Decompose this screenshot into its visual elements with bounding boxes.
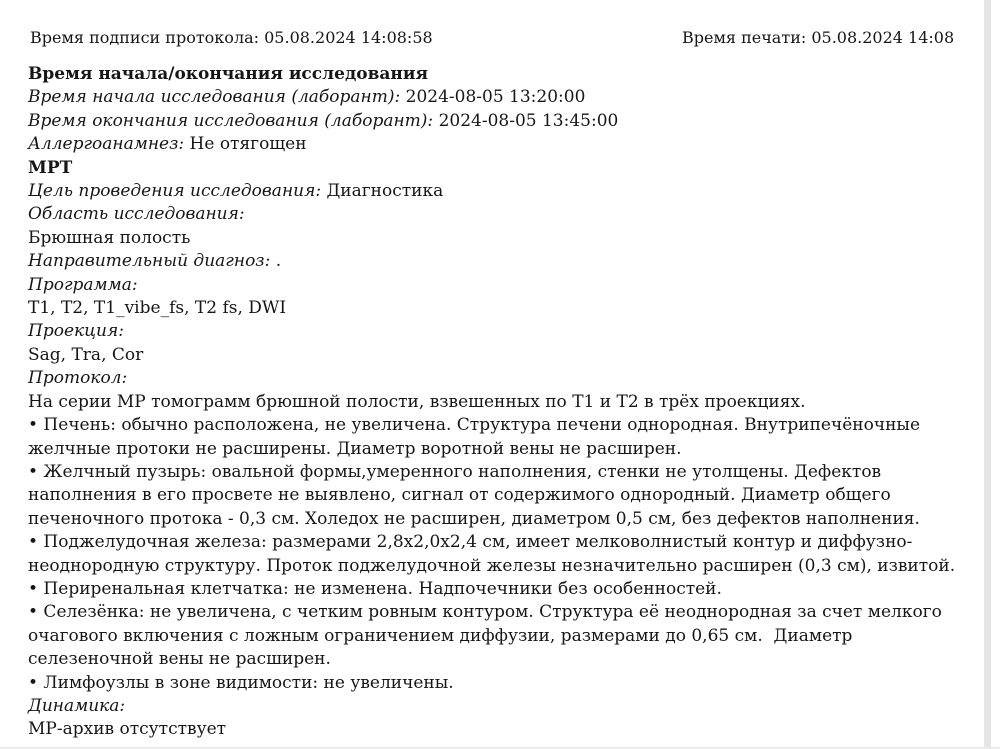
finding-perirenal: • Периренальная клетчатка: не изменена. Надпочечники без особенностей. [28, 578, 722, 599]
referral-diagnosis-line [28, 250, 962, 273]
protocol-intro: На серии МР томограмм брюшной полости, взвешенных по Т1 и Т2 в трёх проекциях. [28, 391, 806, 412]
study-start-label: Время начала исследования (лаборант): [28, 87, 406, 108]
purpose-label: Цель проведения исследования: [28, 181, 327, 202]
finding-pancreas: • Поджелудочная железа: размерами 2,8х2,0х2,4 см, имеет мелковолнистый контур и диффузно-неоднородную структуру. Проток поджелудочной железы незначительно расширен (0,3 см), извитой. [28, 532, 956, 576]
report-header [30, 28, 980, 47]
allergy-label: Аллергоанамнез: [28, 134, 190, 155]
print-time-label: Время печати: [682, 28, 812, 47]
protocol-sign-time [30, 28, 433, 47]
projection-value: Sag, Tra, Cor [28, 344, 144, 365]
projection-label: Проекция: [28, 321, 124, 342]
finding-liver: • Печень: обычно расположена, не увеличена. Структура печени однородная. Внутрипечёночные желчные протоки не расширены. Диаметр воротной вены не расширен. [28, 415, 921, 459]
print-time-value: 05.08.2024 14:08 [811, 28, 955, 47]
finding-spleen: • Селезёнка: не увеличена, с четким ровным контуром. Структура её неоднородная за счет мелкого очагового включения с ложным ограничением диффузии, размерами до 0,65 см. Диаметр селезеночной вены не расширен. [28, 602, 942, 670]
dynamics-label: Динамика: [28, 695, 126, 716]
protocol-sign-time-value: 05.08.2024 14:08:58 [264, 28, 433, 47]
program-label: Программа: [28, 274, 138, 295]
finding-lymph-nodes: • Лимфоузлы в зоне видимости: не увеличены. [28, 672, 454, 693]
study-start-line [28, 86, 962, 109]
vertical-scrollbar[interactable] [984, 0, 991, 749]
study-end-line [28, 110, 962, 133]
print-time [682, 28, 954, 47]
report-body [28, 63, 962, 742]
protocol-sign-time-label: Время подписи протокола: [30, 28, 265, 47]
study-end-value: 2024-08-05 13:45:00 [438, 110, 619, 131]
allergy-value: Не отягощен [189, 134, 307, 155]
study-end-label: Время окончания исследования (лаборант): [28, 110, 439, 131]
allergy-line [28, 133, 962, 156]
purpose-value: Диагностика [326, 181, 444, 202]
study-area-label: Область исследования: [28, 204, 245, 225]
referral-diagnosis-value: . [275, 251, 282, 272]
study-area-value: Брюшная полость [28, 227, 191, 248]
purpose-line [28, 180, 962, 203]
study-start-value: 2024-08-05 13:20:00 [405, 87, 586, 108]
protocol-label: Протокол: [28, 368, 128, 389]
program-value: T1, T2, T1_vibe_fs, T2 fs, DWI [28, 298, 287, 319]
referral-diagnosis-label: Направительный диагноз: [28, 251, 276, 272]
modality-title: МРТ [28, 157, 73, 178]
mr-archive-line: МР-архив отсутствует [28, 719, 227, 740]
finding-gallbladder: • Желчный пузырь: овальной формы,умеренного наполнения, стенки не утолщены. Дефектов наполнения в его просвете не выявлено, сигнал от содержимого однородный. Диаметр общего печеночного протока - 0,3 см. Холедох не расширен, диаметром 0,5 см, без дефектов наполнения. [28, 461, 920, 529]
section-title-study-times: Время начала/окончания исследования [28, 64, 429, 84]
